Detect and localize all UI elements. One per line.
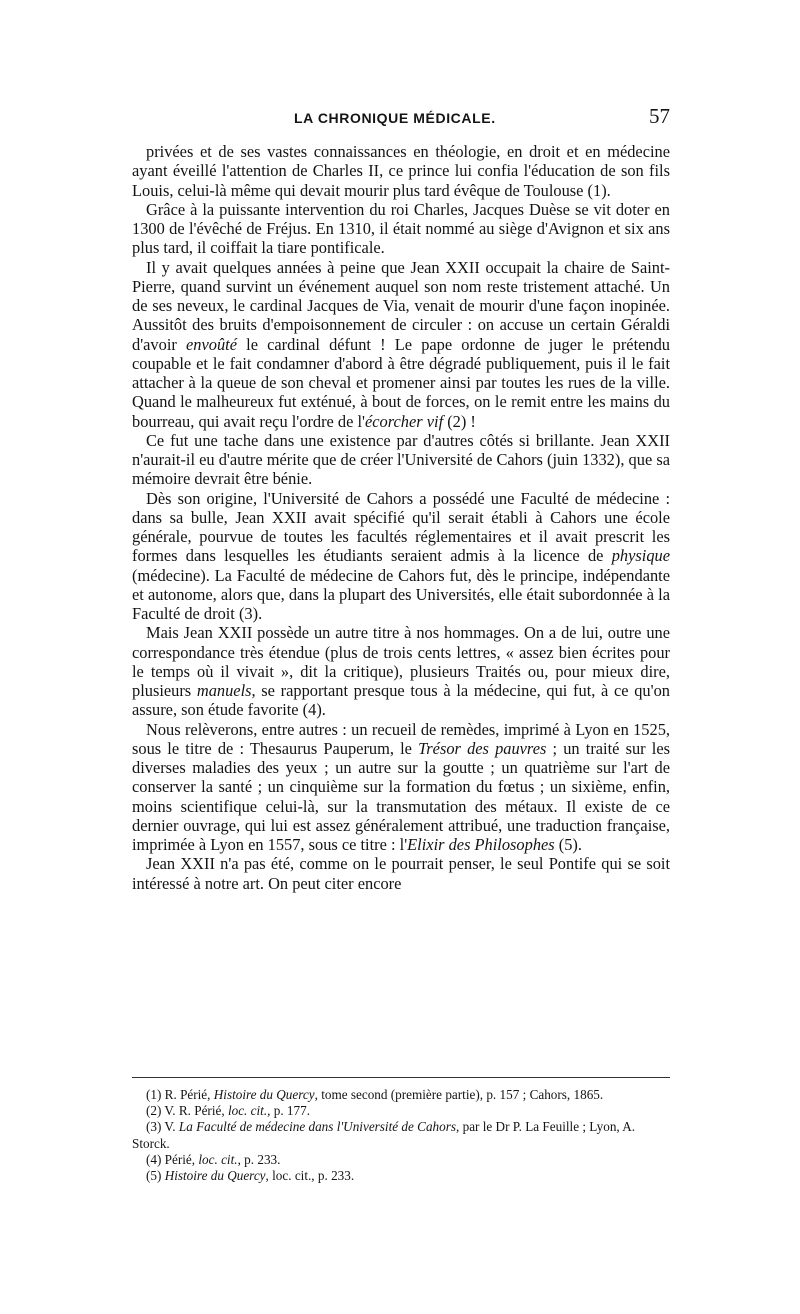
italic-text-run: écorcher vif <box>365 411 444 431</box>
text-run: Mais Jean XXII possède un autre titre à nos hommages. On a de lui, outre une correspondance très étendue (plus de trois cents lettres, « assez bien écrites pour le temps où il vivait », dit la critique), plusieurs Traités ou, pour mieux dire, plusieurs <box>132 623 670 700</box>
italic-text-run: loc. cit. <box>227 1103 268 1119</box>
text-run: , se rapportant presque tous à la médecine, qui fut, à ce qu'on assure, son étude favorite (4). <box>132 681 670 720</box>
footnote <box>132 1103 670 1119</box>
italic-text-run: Trésor des pauvres <box>418 738 547 758</box>
text-run: (5). <box>554 835 582 854</box>
paragraph <box>132 854 670 893</box>
italic-text-run: Histoire du Quercy <box>164 1168 266 1184</box>
footnote <box>132 1168 670 1184</box>
running-head <box>132 106 670 130</box>
text-run: Il y avait quelques années à peine que Jean XXII occupait la chaire de Saint-Pierre, quand survint un événement auquel son nom reste tristement attaché. Un de ses neveux, le cardinal Jacques de Via, venait de mourir d'une façon inopinée. Aussitôt des bruits d'empoisonnement de circuler : on accuse un certain Géraldi d'avoir <box>132 257 670 354</box>
paragraph <box>132 623 670 719</box>
text-run: Dès son origine, l'Université de Cahors a possédé une Faculté de médecine : dans sa bulle, Jean XXII avait spécifié qu'il serait établi à Cahors une école générale, pourvue de toutes les facultés réglementaires et il avait prescrit les formes dans lesquelles les étudiants seraient admis à la licence de <box>132 488 670 566</box>
text-run: , p. 177. <box>267 1103 310 1119</box>
text-run: Ce fut une tache dans une existence par d'autres côtés si brillante. Jean XXII n'aurait-il eu d'autre mérite que de créer l'Université de Cahors (juin 1332), que sa mémoire devrait être bénie. <box>132 430 670 489</box>
paragraph <box>132 431 670 489</box>
italic-text-run: Histoire du Quercy <box>213 1087 315 1102</box>
text-run: , loc. cit., p. 233. <box>265 1168 355 1184</box>
text-run: le cardinal défunt ! Le pape ordonne de juger le prétendu coupable et le fait condamner d'abord à être dégradé publiquement, puis il le fait attacher à la queue de son cheval et promener ainsi par toutes les rues de la ville. Quand le malheureux fut exténué, à bout de forces, on le remit entre les mains du bourreau, qui avait reçu l'ordre de l' <box>132 334 670 431</box>
footnote <box>132 1087 670 1103</box>
italic-text-run: loc. cit. <box>198 1151 238 1167</box>
italic-text-run: physique <box>611 546 670 566</box>
footnote <box>132 1119 670 1151</box>
text-run: Jean XXII n'a pas été, comme on le pourrait penser, le seul Pontife qui se soit intéressé à notre art. On peut citer encore <box>132 854 670 893</box>
text-run: , par le Dr P. La Feuille ; Lyon, A. Storck. <box>132 1119 636 1151</box>
text-run: privées et de ses vastes connaissances en théologie, en droit et en médecine ayant éveillé l'attention de Charles II, ce prince lui confia l'éducation de son fils Louis, celui-là même qui devait mourir plus tard évêque de Toulouse (1). <box>132 142 670 200</box>
text-run: , p. 233. <box>237 1151 281 1167</box>
paragraph <box>132 200 670 258</box>
italic-text-run: La Faculté de médecine dans l'Université de Cahors <box>178 1119 456 1135</box>
text-run: (3) V. <box>146 1119 179 1135</box>
text-run: (5) <box>146 1168 165 1184</box>
text-run: (2) ! <box>443 411 476 431</box>
running-title: LA CHRONIQUE MÉDICALE. <box>294 110 496 126</box>
paragraph <box>132 489 670 624</box>
footnotes <box>132 1087 670 1184</box>
text-run: Nous relèverons, entre autres : un recueil de remèdes, imprimé à Lyon en 1525, sous le titre de : Thesaurus Pauperum, le <box>132 719 670 758</box>
text-run: (2) V. R. Périé, <box>146 1103 228 1119</box>
footnote <box>132 1152 670 1168</box>
text-run: , tome second (première partie), p. 157 ; Cahors, 1865. <box>314 1087 604 1102</box>
italic-text-run: Elixir des Philosophes <box>407 835 555 854</box>
text-run: ; un traité sur les diverses maladies des yeux ; un autre sur la goutte ; un quatrième sur l'art de conserver la santé ; un cinquième sur la formation du fœtus ; un sixième, enfin, moins scientifique celui-là, sur la transmutation des métaux. Il existe de ce dernier ouvrage, qui lui est assez généralement attribué, une traduction française, imprimée à Lyon en 1557, sous ce titre : l' <box>132 738 670 854</box>
footnote-divider <box>132 1077 670 1078</box>
paragraph <box>132 720 670 855</box>
italic-text-run: manuels <box>196 681 252 700</box>
text-run: Grâce à la puissante intervention du roi Charles, Jacques Duèse se vit doter en 1300 de l'évêché de Fréjus. En 1310, il était nommé au siège d'Avignon et six ans plus tard, il coiffait la tiare pontificale. <box>132 199 670 258</box>
text-run: (4) Périé, <box>146 1151 199 1167</box>
paragraph <box>132 258 670 431</box>
body-text <box>132 142 670 893</box>
italic-text-run: envoûté <box>186 334 237 354</box>
text-run: (médecine). La Faculté de médecine de Cahors fut, dès le principe, indépendante et autonome, alors que, dans la plupart des Universités, elle était subordonnée à la Faculté de droit (3). <box>132 565 670 623</box>
text-run: (1) R. Périé, <box>146 1087 214 1102</box>
paragraph <box>132 142 670 200</box>
page-number: 57 <box>649 104 670 128</box>
